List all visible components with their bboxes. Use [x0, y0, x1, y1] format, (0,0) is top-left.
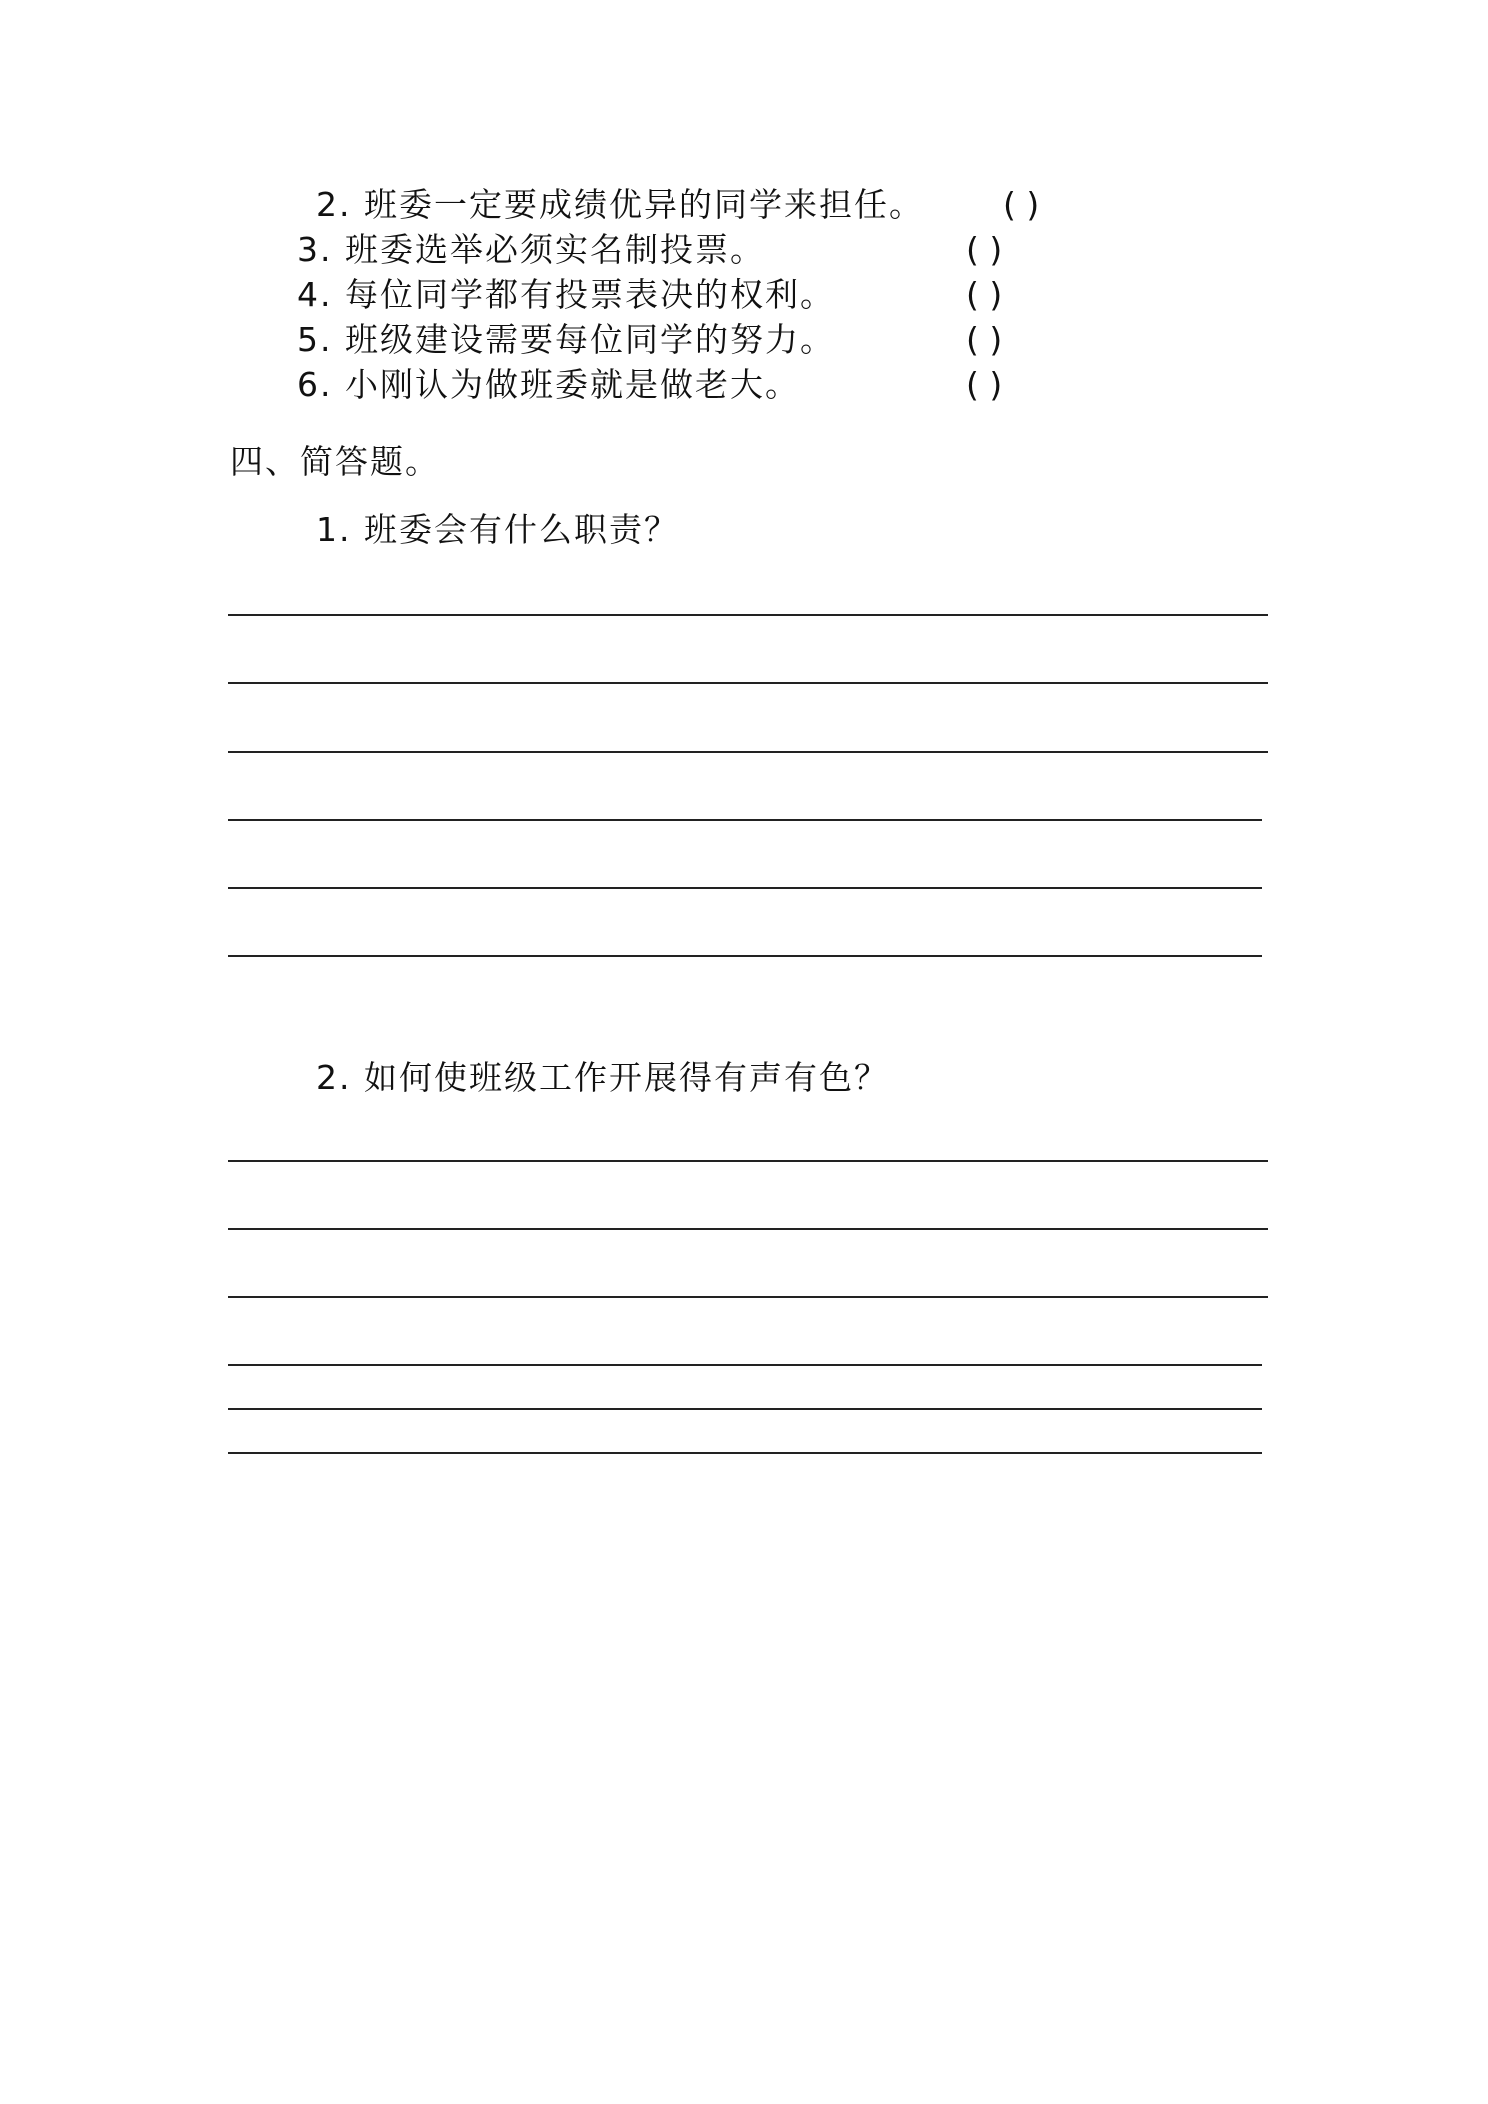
answer-line-q1-1[interactable]	[228, 614, 1268, 616]
answer-line-q2-5[interactable]	[228, 1408, 1262, 1410]
section-title: 四、简答题。	[230, 442, 440, 481]
answer-line-q1-5[interactable]	[228, 887, 1262, 889]
answer-line-q2-2[interactable]	[228, 1228, 1268, 1230]
tf-item-3: 3. 班委选举必须实名制投票。	[297, 230, 765, 269]
answer-line-q1-4[interactable]	[228, 819, 1262, 821]
answer-paren-2[interactable]: ( )	[1003, 185, 1040, 224]
tf-item-4: 4. 每位同学都有投票表决的权利。	[297, 275, 835, 314]
tf-item-5: 5. 班级建设需要每位同学的努力。	[297, 320, 835, 359]
answer-paren-3[interactable]: ( )	[966, 230, 1003, 269]
question-1: 1. 班委会有什么职责？	[316, 510, 679, 549]
answer-line-q1-2[interactable]	[228, 682, 1268, 684]
answer-line-q2-6[interactable]	[228, 1452, 1262, 1454]
answer-line-q2-1[interactable]	[228, 1160, 1268, 1162]
answer-line-q2-3[interactable]	[228, 1296, 1268, 1298]
answer-paren-4[interactable]: ( )	[966, 275, 1003, 314]
tf-item-2: 2. 班委一定要成绩优异的同学来担任。	[316, 185, 924, 224]
answer-paren-6[interactable]: ( )	[966, 365, 1003, 404]
answer-line-q1-3[interactable]	[228, 751, 1268, 753]
tf-item-6: 6. 小刚认为做班委就是做老大。	[297, 365, 800, 404]
answer-line-q1-6[interactable]	[228, 955, 1262, 957]
answer-paren-5[interactable]: ( )	[966, 320, 1003, 359]
answer-line-q2-4[interactable]	[228, 1364, 1262, 1366]
question-2: 2. 如何使班级工作开展得有声有色？	[316, 1058, 889, 1097]
